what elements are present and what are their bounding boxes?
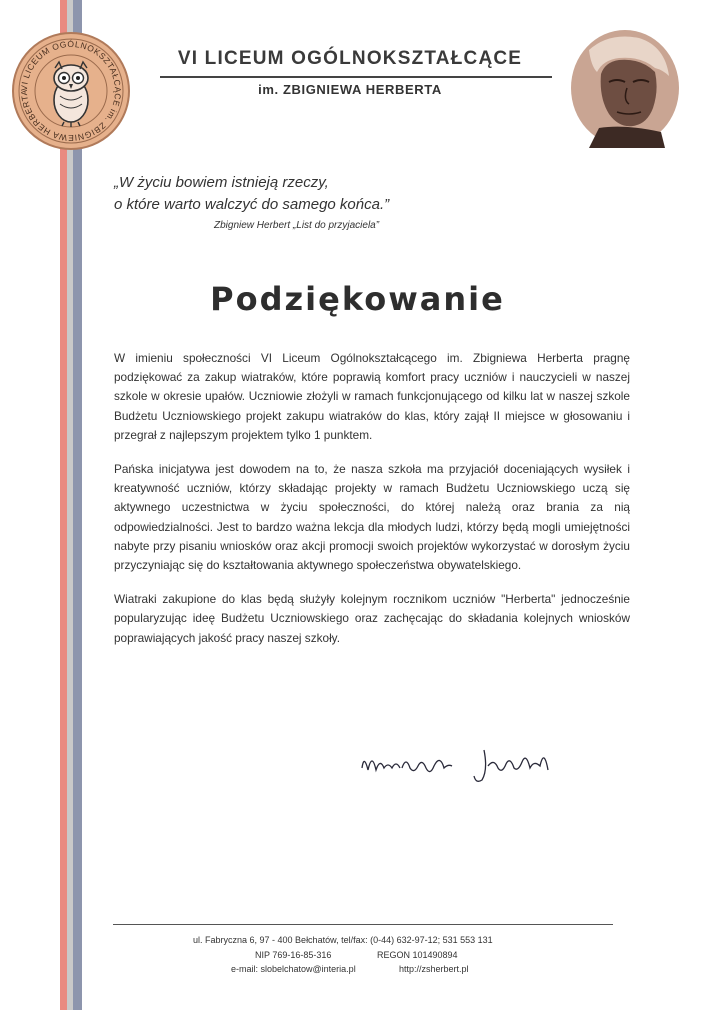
document-title: Podziękowanie: [210, 280, 505, 318]
seal-text: VI LICEUM OGÓLNOKSZTAŁCĄCE im. ZBIGNIEWA HERBERTA: [18, 38, 124, 144]
quote-line-2: o które warto walczyć do samego końca.”: [114, 196, 390, 213]
paragraph-3: Wiatraki zakupione do klas będą służyły kolejnym rocznikom uczniów "Herberta" jednocześnie popularyzując ideę Budżetu Uczniowskiego oraz zachęcając do składania kolejnych wniosków poprawiających jakość pracy naszej szkoły.: [114, 592, 630, 645]
paragraph-1: W imieniu społeczności VI Liceum Ogólnokształcącego im. Zbigniewa Herberta pragnę podziękować za zakup wiatraków, które poprawią komfort pracy uczniów i nauczycieli w naszej szkole w okresie upałów. Uczniowie złożyli w ramach funkcjonującego od kilku lat w naszej szkole Budżetu Uczniowskiego projekt zakupu wiatraków do klas, który zajął II miejsce w głosowaniu i przegrał z najlepszym projektem tylko 1 punktem.: [114, 351, 630, 442]
footer-email[interactable]: e-mail: slobelchatow@interia.pl: [231, 964, 356, 974]
portrait-icon: [569, 28, 681, 148]
quote-source: Zbigniew Herbert „List do przyjaciela”: [214, 220, 380, 231]
footer-regon: REGON 101490894: [377, 950, 458, 960]
footer-website[interactable]: http://zsherbert.pl: [399, 964, 469, 974]
school-seal: [12, 32, 130, 150]
ribbon-stripe-1: [60, 0, 67, 1010]
ribbon-stripe-3: [73, 0, 82, 1010]
header-divider: [160, 76, 552, 78]
paragraph-2: Pańska inicjatywa jest dowodem na to, że nasza szkoła ma przyjaciół doceniających wysiłek i kreatywność uczniów, którzy składając projekty w ramach Budżetu Uczniowskiego uczą się aktywnego uczestnictwa w życiu społeczności, do której należą oraz brania za nią odpowiedzialności. Jest to bardzo ważna lekcja dla młodych ludzi, którzy będą mogli umiejętności nabyte przy pisaniu wniosków oraz akcji promocji swoich projektów wykorzystać w dorosłym życiu przyczyniając się do kształtowania aktywnego społeczeństwa obywatelskiego.: [114, 462, 630, 573]
quote: [114, 172, 389, 216]
footer-divider: [113, 924, 613, 925]
vertical-ribbon: [60, 0, 82, 1010]
school-name: VI LICEUM OGÓLNOKSZTAŁCĄCE: [177, 48, 523, 69]
owl-icon: [14, 34, 128, 148]
footer-address: ul. Fabryczna 6, 97 - 400 Bełchatów, tel/fax: (0-44) 632-97-12; 531 553 131: [193, 935, 493, 945]
quote-line-1: „W życiu bowiem istnieją rzeczy,: [114, 174, 329, 191]
handwritten-signature: [356, 740, 566, 790]
footer-nip: NIP 769-16-85-316: [255, 950, 332, 960]
letter-body: [114, 349, 630, 663]
school-patron: im. ZBIGNIEWA HERBERTA: [258, 82, 442, 97]
